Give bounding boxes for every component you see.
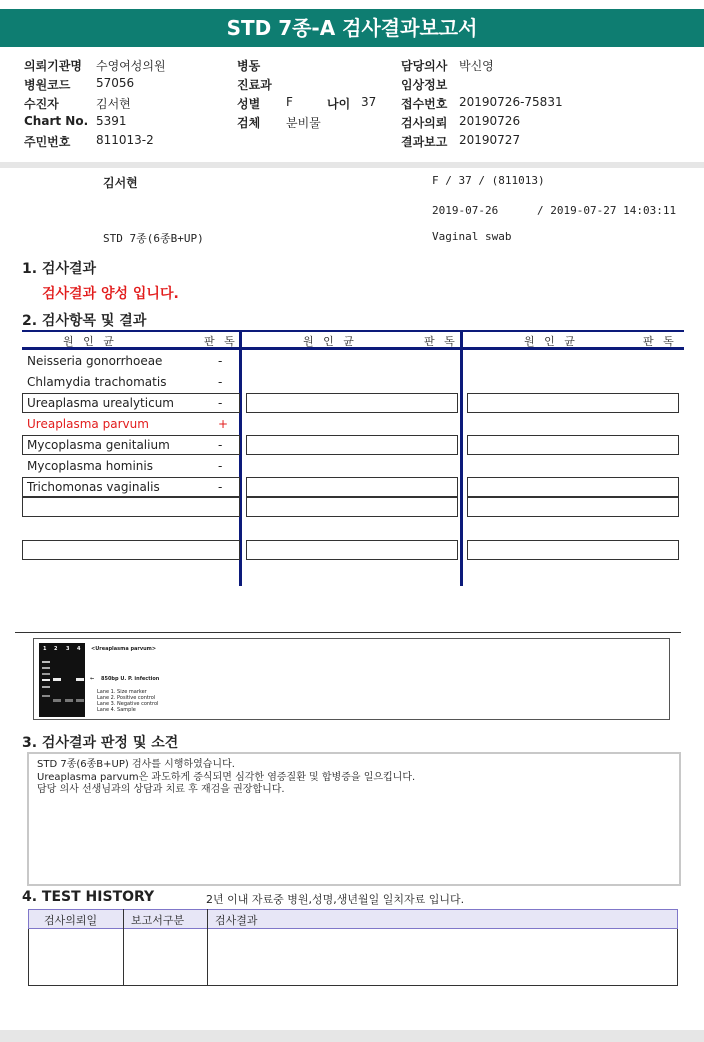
history-col-request-date: 검사의뢰일 bbox=[44, 914, 98, 927]
age-value: 37 bbox=[361, 95, 377, 109]
sex-label: 성별 bbox=[237, 97, 261, 111]
findings-line: 담당 의사 선생님과의 상담과 치료 후 재검을 권장합니다. bbox=[37, 784, 285, 795]
result-cell-box bbox=[467, 435, 679, 455]
table-top-rule bbox=[22, 330, 684, 332]
overall-result: 검사결과 양성 입니다. bbox=[42, 286, 179, 302]
header-field-value: 20190726 bbox=[459, 114, 521, 128]
header-field-value: 수영여성의원 bbox=[96, 59, 166, 73]
test-name: STD 7종(6종B+UP) bbox=[103, 232, 204, 245]
result-cell-box bbox=[246, 477, 458, 497]
header-field-label: 의뢰기관명 bbox=[24, 59, 82, 73]
history-table-header bbox=[28, 909, 678, 929]
header-field-value: 박신영 bbox=[459, 59, 494, 73]
header-field-label: 검사의뢰 bbox=[401, 116, 448, 130]
pathogen-result: + bbox=[218, 417, 229, 431]
findings-box bbox=[27, 752, 681, 886]
gel-lane-label: 3 bbox=[66, 646, 70, 652]
section1-heading: 1. 검사결과 bbox=[22, 261, 97, 277]
pathogen-result: - bbox=[218, 480, 223, 494]
divider-line bbox=[15, 632, 681, 633]
pathogen-name: Mycoplasma genitalium bbox=[27, 438, 170, 452]
specimen-value: 분비물 bbox=[286, 116, 321, 130]
col-header-result: 판 독 bbox=[643, 335, 677, 348]
header-field-label: 담당의사 bbox=[401, 59, 448, 73]
result-cell-box bbox=[22, 540, 240, 560]
pathogen-name: Ureaplasma urealyticum bbox=[27, 396, 174, 410]
header-field-value: 20190727 bbox=[459, 133, 521, 147]
result-cell-box bbox=[467, 497, 679, 517]
result-cell-box bbox=[246, 435, 458, 455]
history-table-body bbox=[28, 929, 678, 986]
pathogen-name: Mycoplasma hominis bbox=[27, 459, 153, 473]
ward-label: 병동 bbox=[237, 59, 261, 73]
header-field-label: 병원코드 bbox=[24, 78, 71, 92]
gel-arrow: ← bbox=[90, 676, 95, 682]
header-field-label: Chart No. bbox=[24, 114, 89, 128]
pathogen-name: Ureaplasma parvum bbox=[27, 417, 149, 431]
header-field-label: 임상정보 bbox=[401, 78, 448, 92]
specimen-name: Vaginal swab bbox=[432, 230, 512, 243]
pathogen-result: - bbox=[218, 459, 223, 473]
history-col-divider bbox=[123, 909, 124, 986]
gel-legend-line: Lane 1. Size marker bbox=[97, 689, 147, 695]
result-cell-box bbox=[246, 540, 458, 560]
patient-name: 김서현 bbox=[103, 176, 138, 190]
gel-lane-label: 1 bbox=[43, 646, 47, 652]
history-note: 2년 이내 자료중 병원,성명,생년월일 일치자료 입니다. bbox=[206, 893, 465, 906]
sex-value: F bbox=[286, 95, 293, 109]
dept-label: 진료과 bbox=[237, 78, 272, 92]
col-header-pathogen: 원 인 균 bbox=[63, 335, 117, 348]
result-cell-box bbox=[22, 497, 240, 517]
result-cell-box bbox=[467, 477, 679, 497]
header-field-value: 20190726-75831 bbox=[459, 95, 563, 109]
pathogen-name: Trichomonas vaginalis bbox=[27, 480, 160, 494]
pathogen-result: - bbox=[218, 375, 223, 389]
table-column-divider bbox=[460, 330, 463, 586]
history-col-result: 검사결과 bbox=[215, 914, 258, 927]
col-header-pathogen: 원 인 균 bbox=[524, 335, 578, 348]
gel-lane-label: 4 bbox=[77, 646, 81, 652]
gel-legend-line: Lane 3. Negative control bbox=[97, 701, 159, 707]
section2-heading: 2. 검사항목 및 결과 bbox=[22, 313, 147, 329]
findings-line: STD 7종(6종B+UP) 검사를 시행하였습니다. bbox=[37, 759, 235, 770]
result-cell-box bbox=[246, 497, 458, 517]
gel-legend-line: Lane 2. Positive control bbox=[97, 695, 156, 701]
section4-heading: 4. TEST HISTORY bbox=[22, 889, 155, 905]
pathogen-name: Neisseria gonorrhoeae bbox=[27, 354, 163, 368]
report-title: STD 7종-A 검사결과보고서 bbox=[0, 9, 704, 47]
header-field-value: 57056 bbox=[96, 76, 135, 90]
gel-caption: <Ureaplasma parvum> bbox=[91, 646, 157, 652]
header-field-label: 접수번호 bbox=[401, 97, 448, 111]
result-cell-box bbox=[467, 540, 679, 560]
gel-legend-line: Lane 4. Sample bbox=[97, 707, 136, 713]
gel-lane-label: 2 bbox=[54, 646, 58, 652]
history-col-report-type: 보고서구분 bbox=[131, 914, 185, 927]
pathogen-result: - bbox=[218, 354, 223, 368]
result-cell-box bbox=[246, 393, 458, 413]
gel-electrophoresis-image bbox=[39, 643, 85, 717]
patient-sex-age-id: F / 37 / (811013) bbox=[432, 174, 545, 187]
history-col-divider bbox=[207, 909, 208, 986]
gel-band-note: 850bp U. P. infection bbox=[101, 676, 160, 682]
pathogen-result: - bbox=[218, 396, 223, 410]
section3-heading: 3. 검사결과 판정 및 소견 bbox=[22, 735, 179, 751]
specimen-label: 검체 bbox=[237, 116, 261, 130]
header-field-label: 주민번호 bbox=[24, 135, 71, 149]
report-datetime: / 2019-07-27 14:03:11 bbox=[537, 204, 677, 217]
col-header-result: 판 독 bbox=[204, 335, 238, 348]
header-field-value: 5391 bbox=[96, 114, 127, 128]
header-field-label: 수진자 bbox=[24, 97, 59, 111]
col-header-result: 판 독 bbox=[424, 335, 458, 348]
age-label: 나이 bbox=[327, 97, 351, 111]
result-cell-box bbox=[467, 393, 679, 413]
header-field-label: 결과보고 bbox=[401, 135, 448, 149]
pathogen-name: Chlamydia trachomatis bbox=[27, 375, 167, 389]
page-bottom-band bbox=[0, 1030, 704, 1042]
section-divider bbox=[0, 162, 704, 168]
receive-date: 2019-07-26 bbox=[432, 204, 499, 217]
col-header-pathogen: 원 인 균 bbox=[303, 335, 357, 348]
header-field-value: 811013-2 bbox=[96, 133, 154, 147]
header-field-value: 김서현 bbox=[96, 97, 131, 111]
findings-line: Ureaplasma parvum은 과도하게 증식되면 심각한 염증질환 및 합병증을 일으킵니다. bbox=[37, 771, 416, 783]
pathogen-result: - bbox=[218, 438, 223, 452]
